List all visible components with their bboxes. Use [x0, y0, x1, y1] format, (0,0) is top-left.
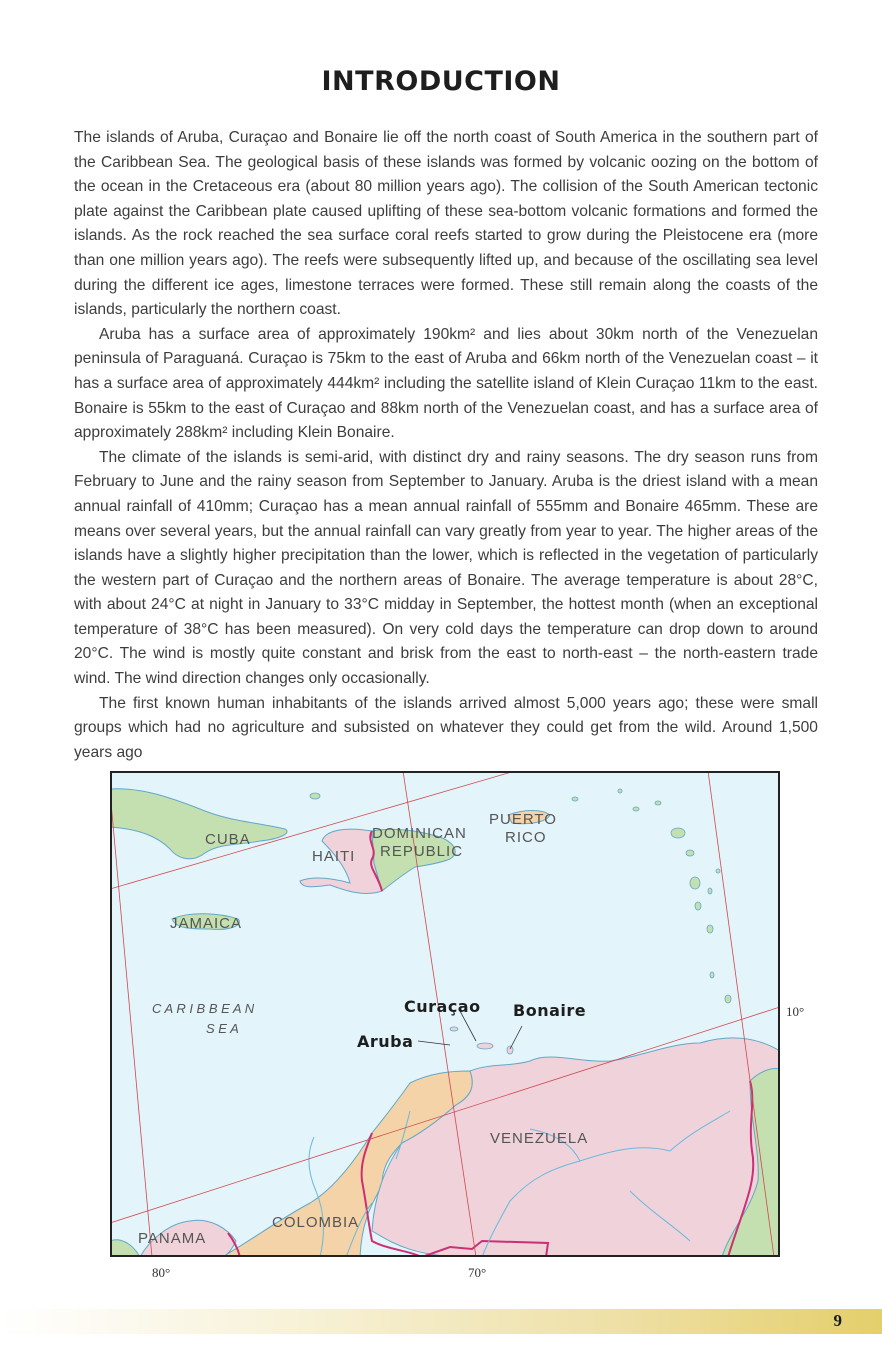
caribbean-map — [110, 771, 780, 1257]
longitude-label-70: 70° — [468, 1265, 487, 1280]
label-dominican: DOMINICAN — [372, 825, 467, 842]
label-aruba: Aruba — [357, 1032, 414, 1051]
paragraph: The climate of the islands is semi-arid, with distinct dry and rainy seasons. The dry season runs from February to June and the rainy season from September to January. Aruba is the driest island with a mean annual rainfall of 410mm; Curaçao has a mean annual rainfall of 555mm and Bonaire 465mm. These are means over several years, but the annual rainfall can vary greatly from year to year. The higher areas of the islands have a slightly higher precipitation than the lower, which is reflected in the vegetation of particularly the western part of Curaçao and the northern areas of Bonaire. The average temperature is about 28°C, with about 24°C at night in January to 33°C midday in September, the hottest month (when an exceptional temperature of 38°C has been measured). On very cold days the temperature can drop down to around 20°C. The wind is mostly quite constant and brisk from the east to north-east – the north-eastern trade wind. The wind direction changes only occasionally. — [74, 448, 818, 688]
paragraph: The first known human inhabitants of the islands arrived almost 5,000 years ago; these were small groups which had no agriculture and subsisted on whatever they could get from the wild. Around 1,500 years ago — [74, 694, 818, 761]
paragraph: The islands of Aruba, Curaçao and Bonaire lie off the north coast of South America in the southern part of the Caribbean Sea. The geological basis of these islands was formed by volcanic oozing on the bottom of the ocean in the Cretaceous era (about 80 million years ago). The collision of the South American tectonic plate against the Caribbean plate caused uplifting of these sea-bottom volcanic formations and formed the islands. As the rock reached the sea surface coral reefs started to grow during the Pleistocene era (more than one million years ago). The reefs were subsequently lifted up, and because of the oscillating sea level during the different ice ages, limestone terraces were formed. These still remain along the coasts of the islands, particularly the northern coast. — [74, 129, 818, 319]
label-venezuela: VENEZUELA — [490, 1130, 589, 1147]
label-cuba: CUBA — [205, 831, 251, 848]
map-svg — [110, 771, 780, 1257]
label-republic: REPUBLIC — [380, 843, 464, 860]
label-haiti: HAITI — [312, 848, 356, 865]
label-curacao: Curaçao — [404, 997, 481, 1016]
page-number: 9 — [833, 1311, 842, 1330]
label-panama: PANAMA — [138, 1230, 207, 1247]
label-puerto: PUERTO — [489, 811, 557, 828]
label-colombia: COLOMBIA — [272, 1214, 360, 1231]
label-bonaire: Bonaire — [513, 1001, 587, 1020]
label-sea: S E A — [206, 1021, 239, 1036]
label-rico: RICO — [505, 829, 547, 846]
label-caribbean: C A R I B B E A N — [152, 1001, 255, 1016]
longitude-label-80: 80° — [152, 1265, 171, 1280]
footer-bar — [0, 1309, 882, 1334]
page-title: INTRODUCTION — [321, 66, 561, 97]
paragraph: Aruba has a surface area of approximately 190km² and lies about 30km north of the Venezuelan peninsula of Paraguaná. Curaçao is 75km to the east of Aruba and 66km north of the Venezuelan coast – it has a surface area of approximately 444km² including the satellite island of Klein Curaçao 11km to the east. Bonaire is 55km to the east of Curaçao and 88km north of the Venezuelan coast, and has a surface area of approximately 288km² including Klein Bonaire. — [74, 325, 818, 442]
article-body — [74, 126, 818, 765]
label-jamaica: JAMAICA — [170, 915, 243, 932]
latitude-label: 10° — [786, 1004, 805, 1019]
